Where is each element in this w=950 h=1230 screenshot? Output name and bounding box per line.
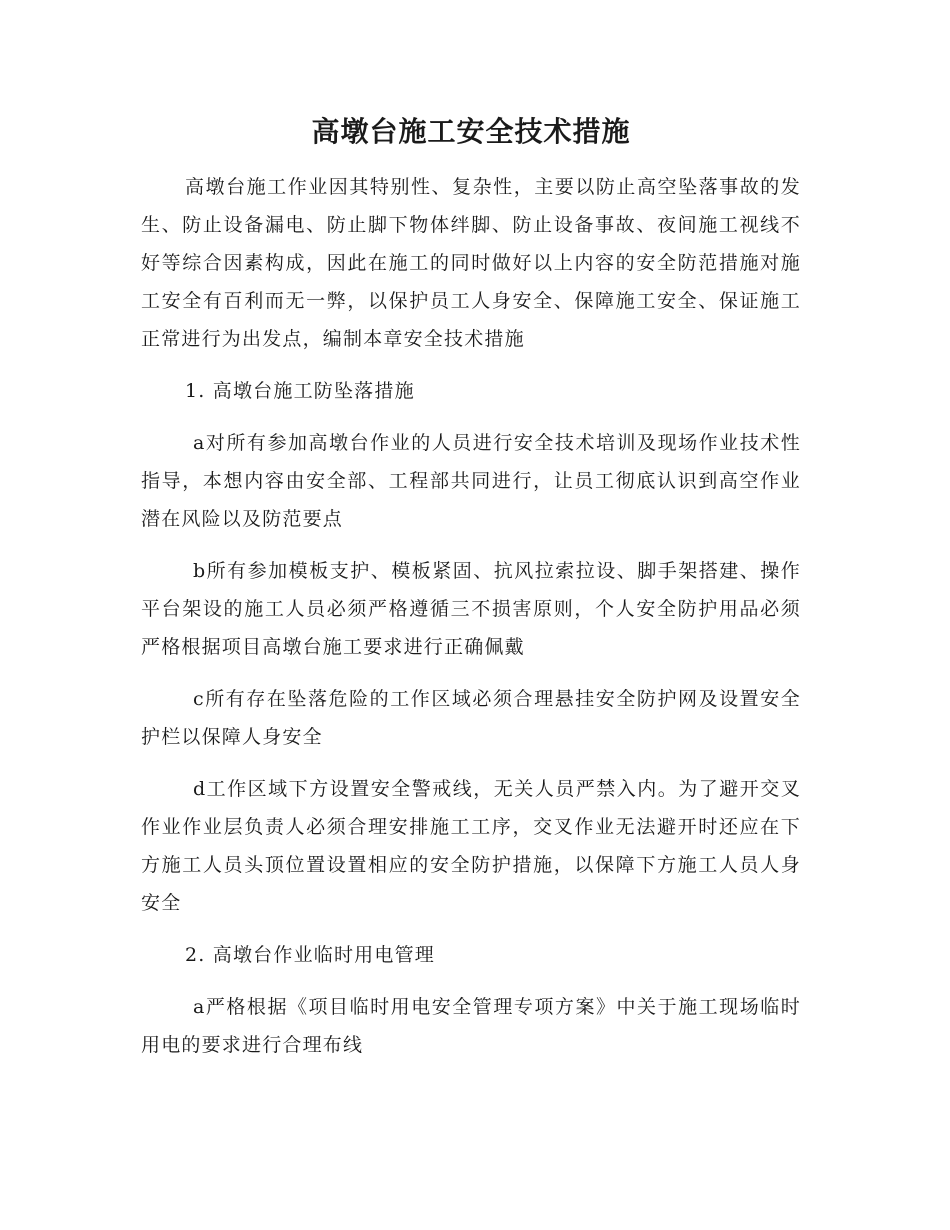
intro-paragraph: 高墩台施工作业因其特别性、复杂性，主要以防止高空坠落事故的发生、防止设备漏电、防止脚下物体绊脚、防止设备事故、夜间施工视线不好等综合因素构成，因此在施工的同时做好以上内容的安全防范措施对施工安全有百利而无一弊，以保护员工人身安全、保障施工安全、保证施工正常进行为出发点，编制本章安全技术措施 xyxy=(141,176,801,350)
temporary-power-item-a: a严格根据《项目临时用电安全管理专项方案》中关于施工现场临时用电的要求进行合理布线 xyxy=(141,996,801,1056)
fall-prevention-item-b: b所有参加模板支护、模板紧固、抗风拉索拉设、脚手架搭建、操作平台架设的施工人员必须严格遵循三不损害原则，个人安全防护用品必须严格根据项目高墩台施工要求进行正确佩戴 xyxy=(141,560,801,658)
fall-prevention-item-c: c所有存在坠落危险的工作区域必须合理悬挂安全防护网及设置安全护栏以保障人身安全 xyxy=(141,688,801,748)
fall-prevention-item-d: d工作区域下方设置安全警戒线，无关人员严禁入内。为了避开交叉作业作业层负责人必须合理安排施工工序，交叉作业无法避开时还应在下方施工人员头顶位置设置相应的安全防护措施，以保障下方施工人员人身安全 xyxy=(141,778,801,914)
document-title: 高墩台施工安全技术措施 xyxy=(311,115,631,148)
section-heading-temporary-power: 2. 高墩台作业临时用电管理 xyxy=(185,944,435,966)
fall-prevention-item-a: a对所有参加高墩台作业的人员进行安全技术培训及现场作业技术性指导，本想内容由安全部、工程部共同进行，让员工彻底认识到高空作业潜在风险以及防范要点 xyxy=(141,432,801,530)
document-body xyxy=(141,110,801,1078)
section-heading-fall-prevention: 1. 高墩台施工防坠落措施 xyxy=(185,380,415,402)
